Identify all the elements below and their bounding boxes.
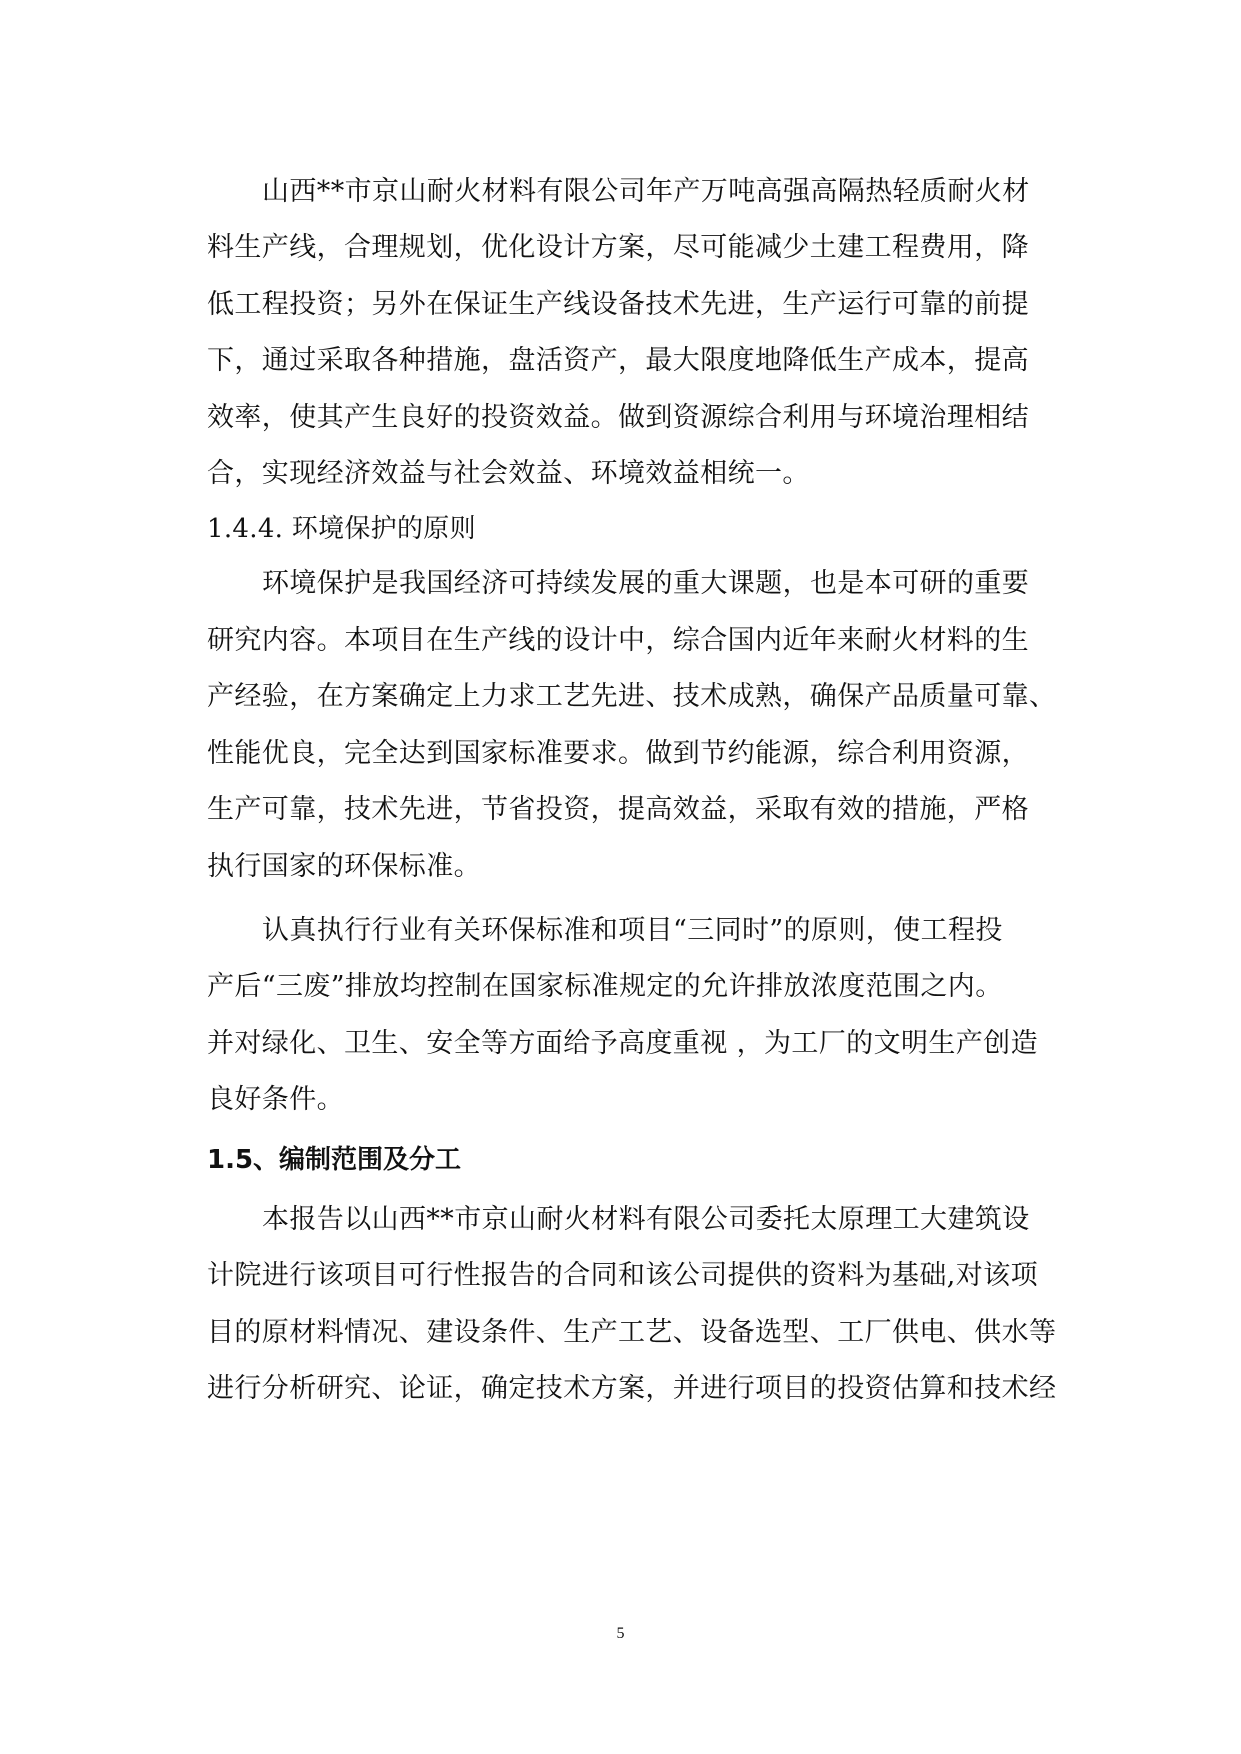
text-line: 良好条件。	[207, 1084, 344, 1115]
text-line: 合，实现经济效益与社会效益、环境效益相统一。	[207, 458, 810, 489]
text-line: 环境保护是我国经济可持续发展的重大课题，也是本可研的重要	[262, 568, 1030, 599]
text-line: 低工程投资；另外在保证生产线设备技术先进，生产运行可靠的前提	[207, 289, 1029, 320]
section-heading-1-5: 1.5、编制范围及分工	[207, 1145, 462, 1175]
text-line: 生产可靠，技术先进，节省投资，提高效益，采取有效的措施，严格	[207, 794, 1029, 825]
text-line: 性能优良，完全达到国家标准要求。做到节约能源，综合利用资源，	[207, 738, 1029, 769]
text-line: 目的原材料情况、建设条件、生产工艺、设备选型、工厂供电、供水等	[207, 1317, 1057, 1348]
text-line: 料生产线，合理规划，优化设计方案，尽可能减少土建工程费用，降	[207, 232, 1029, 263]
section-heading-1-4-4: 1.4.4. 环境保护的原则	[207, 514, 476, 544]
text-line: 执行国家的环保标准。	[207, 851, 481, 882]
text-line: 本报告以山西**市京山耐火材料有限公司委托太原理工大建筑设	[262, 1204, 1030, 1235]
text-line: 进行分析研究、论证，确定技术方案，并进行项目的投资估算和技术经	[207, 1373, 1057, 1404]
text-line: 产后“三废”排放均控制在国家标准规定的允许排放浓度范围之内。	[207, 971, 1003, 1002]
text-line: 计院进行该项目可行性报告的合同和该公司提供的资料为基础,对该项	[207, 1260, 1038, 1291]
text-line: 认真执行行业有关环保标准和项目“三同时”的原则，使工程投	[262, 915, 1003, 946]
text-line: 产经验，在方案确定上力求工艺先进、技术成熟，确保产品质量可靠、	[207, 681, 1057, 712]
text-line: 山西**市京山耐火材料有限公司年产万吨高强高隔热轻质耐火材	[262, 176, 1030, 207]
text-line: 下，通过采取各种措施，盘活资产，最大限度地降低生产成本，提高	[207, 345, 1029, 376]
text-line: 研究内容。本项目在生产线的设计中，综合国内近年来耐火材料的生	[207, 625, 1029, 656]
text-line: 效率，使其产生良好的投资效益。做到资源综合利用与环境治理相结	[207, 402, 1029, 433]
page-number: 5	[616, 1625, 625, 1642]
text-line: 并对绿化、卫生、安全等方面给予高度重视 ，为工厂的文明生产创造	[207, 1028, 1038, 1059]
